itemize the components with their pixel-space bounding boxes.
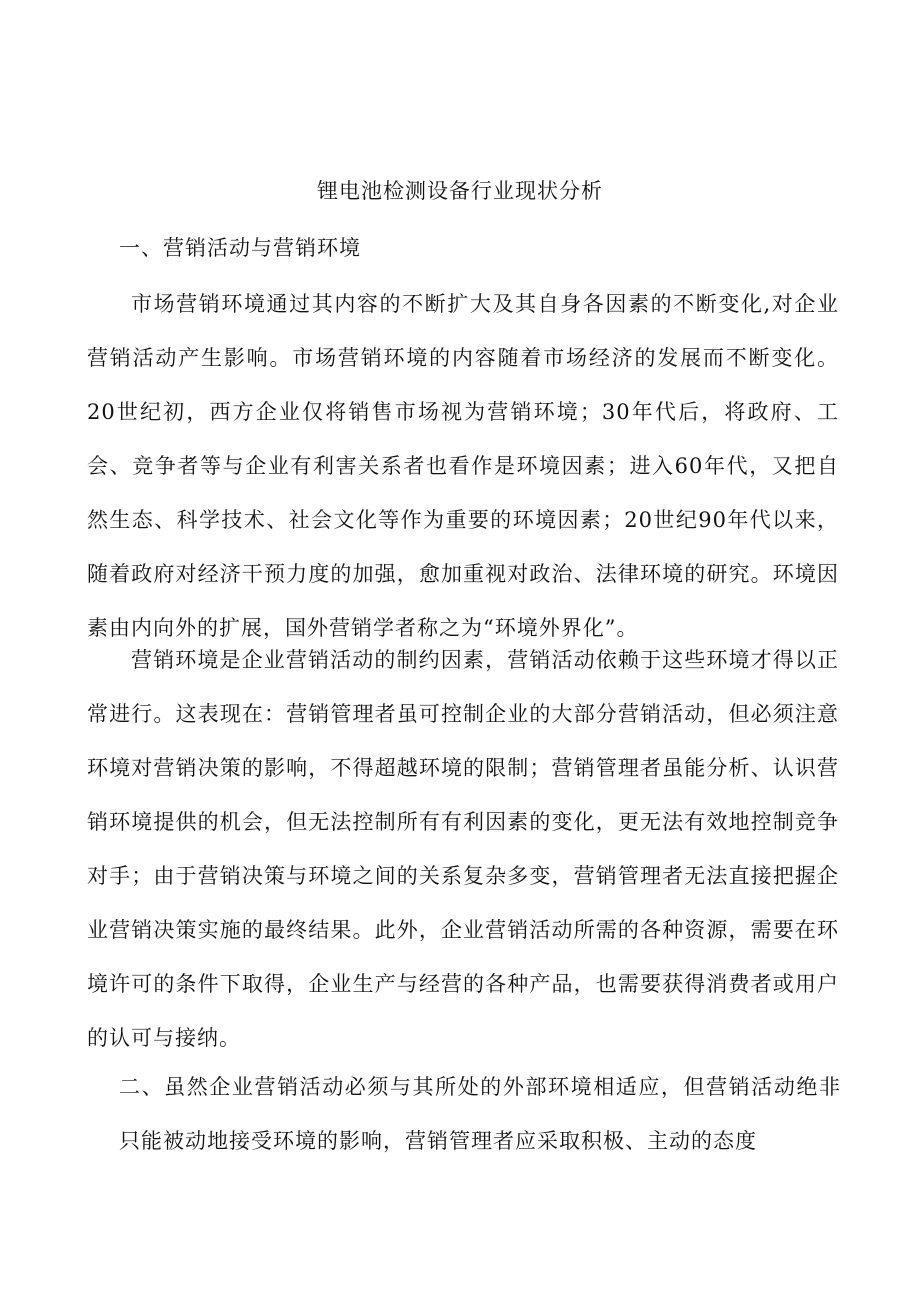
paragraph-2: 营销环境是企业营销活动的制约因素，营销活动依赖于这些环境才得以正常进行。这表现在：营销管理者虽可控制企业的大部分营销活动，但必须注意环境对营销决策的影响，不得超越环境的限制；营销管理者虽能分析、认识营销环境提供的机会，但无法控制所有有利因素的变化，更无法有效地控制竞争对手；由于营销决策与环境之间的关系复杂多变，营销管理者无法直接把握企业营销决策实施的最终结果。此外，企业营销活动所需的各种资源，需要在环境许可的条件下取得，企业生产与经营的各种产品，也需要获得消费者或用户的认可与接纳。: [87, 648, 839, 1050]
section-heading-1: 一、营销活动与营销环境: [119, 236, 361, 260]
paragraph-1: 市场营销环境通过其内容的不断扩大及其自身各因素的不断变化,对企业营销活动产生影响。市场营销环境的内容随着市场经济的发展而不断变化。20世纪初，西方企业仅将销售市场视为营销环境；30年代后，将政府、工会、竞争者等与企业有利害关系者也看作是环境因素；进入60年代，又把自然生态、科学技术、社会文化等作为重要的环境因素；20世纪90年代以来，随着政府对经济干预力度的加强，愈加重视对政治、法律环境的研究。环境因素由内向外的扩展，国外营销学者称之为“环境外界化”。: [87, 292, 839, 640]
document-title: 锂电池检测设备行业现状分析: [317, 179, 603, 203]
section-heading-2: 二、虽然企业营销活动必须与其所处的外部环境相适应，但营销活动绝非只能被动地接受环境的影响，营销管理者应采取积极、主动的态度: [119, 1075, 841, 1153]
